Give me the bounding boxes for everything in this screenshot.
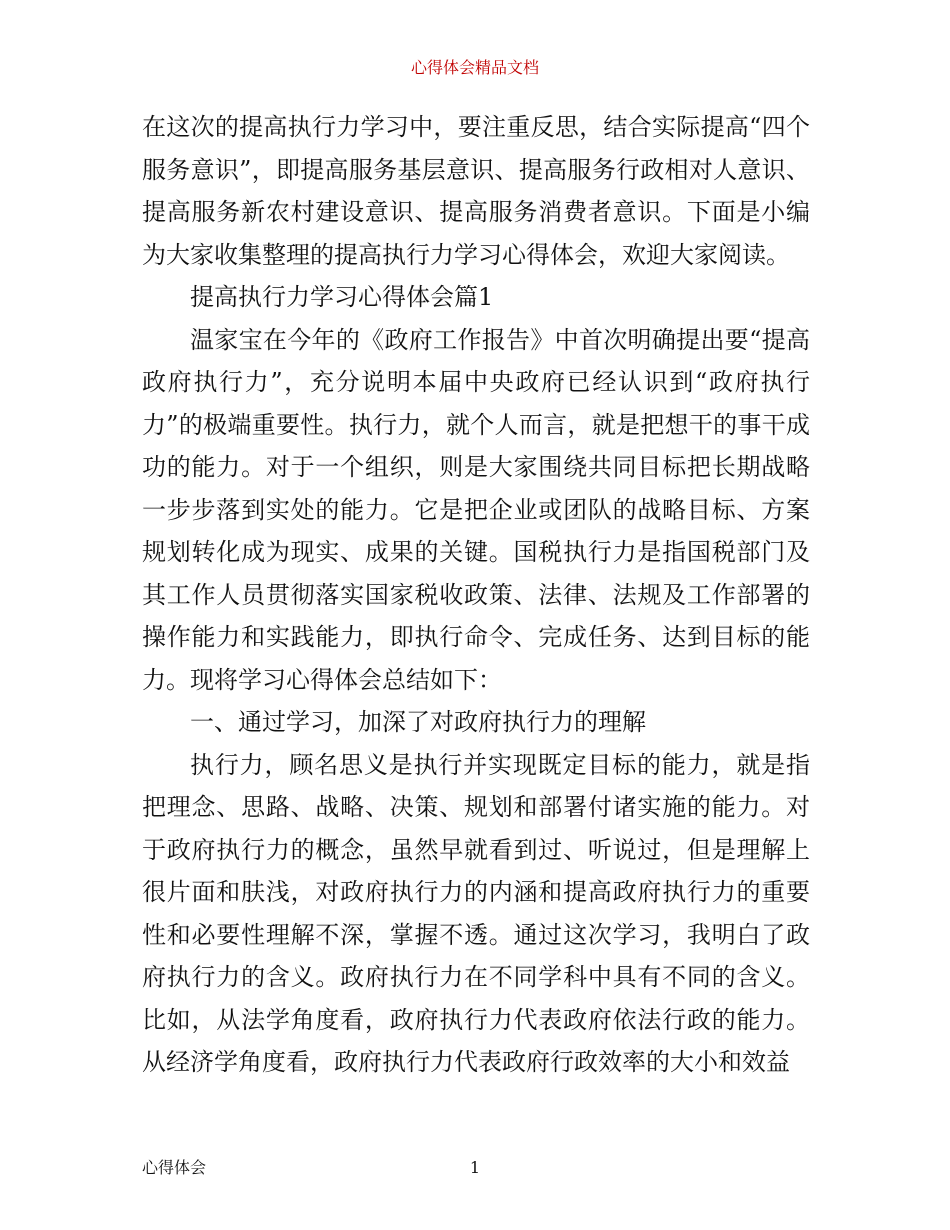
section-heading: 提高执行力学习心得体会篇1: [190, 283, 494, 311]
body-paragraph: 温家宝在今年的《政府工作报告》中首次明确提出要“提高政府执行力”，充分说明本届中央政府已经认识到“政府执行力”的极端重要性。执行力，就个人而言，就是把想干的事干成功的能力。对于一个组织，则是大家围绕共同目标把长期战略一步步落到实处的能力。它是把企业或团队的战略目标、方案规划转化成为现实、成果的关键。国税执行力是指国税部门及其工作人员贯彻落实国家税收政策、法律、法规及工作部署的操作能力和实践能力，即执行命令、完成任务、达到目标的能力。现将学习心得体会总结如下：: [142, 325, 810, 694]
intro-paragraph: 在这次的提高执行力学习中，要注重反思，结合实际提高“四个服务意识”，即提高服务基层意识、提高服务行政相对人意识、提高服务新农村建设意识、提高服务消费者意识。下面是小编为大家收集整理的提高执行力学习心得体会，欢迎大家阅读。: [142, 113, 810, 269]
footer-label: 心得体会: [142, 1158, 207, 1177]
subsection-heading: 一、通过学习，加深了对政府执行力的理解: [190, 708, 646, 736]
page-number: 1: [469, 1158, 481, 1177]
page-header-title: 心得体会精品文档: [410, 58, 539, 77]
document-body: [142, 106, 810, 1084]
body-paragraph: 执行力，顾名思义是执行并实现既定目标的能力，就是指把理念、思路、战略、决策、规划和部署付诸实施的能力。对于政府执行力的概念，虽然早就看到过、听说过，但是理解上很片面和肤浅，对政府执行力的内涵和提高政府执行力的重要性和必要性理解不深，掌握不透。通过这次学习，我明白了政府执行力的含义。政府执行力在不同学科中具有不同的含义。比如，从法学角度看，政府执行力代表政府依法行政的能力。从经济学角度看，政府执行力代表政府行政效率的大小和效益: [142, 750, 810, 1076]
